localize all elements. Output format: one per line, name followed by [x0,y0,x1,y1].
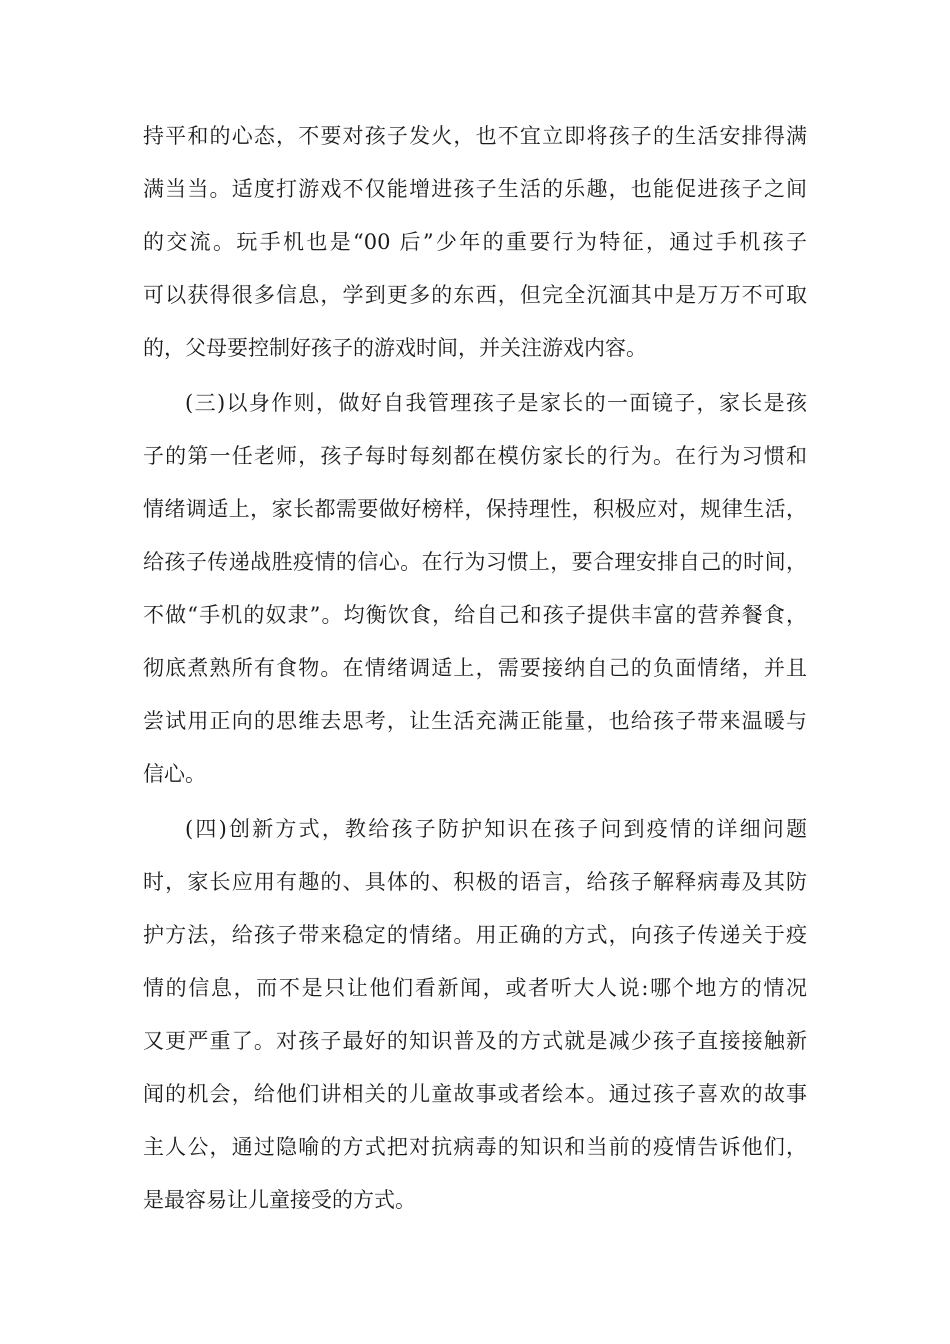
paragraph-2-line-6: 彻底煮熟所有食物。在情绪调适上，需要接纳自己的负面情绪，并且 [143,656,807,680]
paragraph-1-line-1: 持平和的心态，不要对孩子发火，也不宜立即将孩子的生活安排得满 [143,124,807,148]
paragraph-3-line-3: 护方法，给孩子带来稳定的情绪。用正确的方式，向孩子传递关于疫 [143,923,807,947]
paragraph-2-line-8: 信心。 [143,762,206,786]
paragraph-3-line-2: 时，家长应用有趣的、具体的、积极的语言，给孩子解释病毒及其防 [143,870,807,894]
paragraph-2-line-7: 尝试用正向的思维去思考，让生活充满正能量，也给孩子带来温暖与 [143,709,807,733]
paragraph-1-line-2: 满当当。适度打游戏不仅能增进孩子生活的乐趣，也能促进孩子之间 [143,177,807,201]
paragraph-1-line-5: 的，父母要控制好孩子的游戏时间，并关注游戏内容。 [143,336,647,360]
paragraph-1-line-4: 可以获得很多信息，学到更多的东西，但完全沉湎其中是万万不可取 [143,283,807,307]
paragraph-2-line-2: 子的第一任老师，孩子每时每刻都在模仿家长的行为。在行为习惯和 [143,444,807,468]
paragraph-2-line-4: 给孩子传递战胜疫情的信心。在行为习惯上，要合理安排自己的时间， [143,550,807,574]
paragraph-3-line-7: 主人公，通过隐喻的方式把对抗病毒的知识和当前的疫情告诉他们， [143,1135,807,1159]
paragraph-3-line-1: (四)创新方式，教给孩子防护知识在孩子问到疫情的详细问题 [185,817,807,841]
paragraph-3-line-8: 是最容易让儿童接受的方式。 [143,1188,416,1212]
paragraph-1-line-3: 的交流。玩手机也是“00 后”少年的重要行为特征，通过手机孩子 [143,230,807,254]
paragraph-2-line-1: (三)以身作则，做好自我管理孩子是家长的一面镜子，家长是孩 [185,391,807,415]
paragraph-2-line-5: 不做“手机的奴隶”。均衡饮食，给自己和孩子提供丰富的营养餐食， [143,603,807,627]
paragraph-3-line-6: 闻的机会，给他们讲相关的儿童故事或者绘本。通过孩子喜欢的故事 [143,1082,807,1106]
paragraph-3-line-5: 又更严重了。对孩子最好的知识普及的方式就是减少孩子直接接触新 [143,1029,807,1053]
paragraph-2-line-3: 情绪调适上，家长都需要做好榜样，保持理性，积极应对，规律生活， [143,497,807,521]
paragraph-3-line-4: 情的信息，而不是只让他们看新闻，或者听大人说:哪个地方的情况 [143,976,807,1000]
